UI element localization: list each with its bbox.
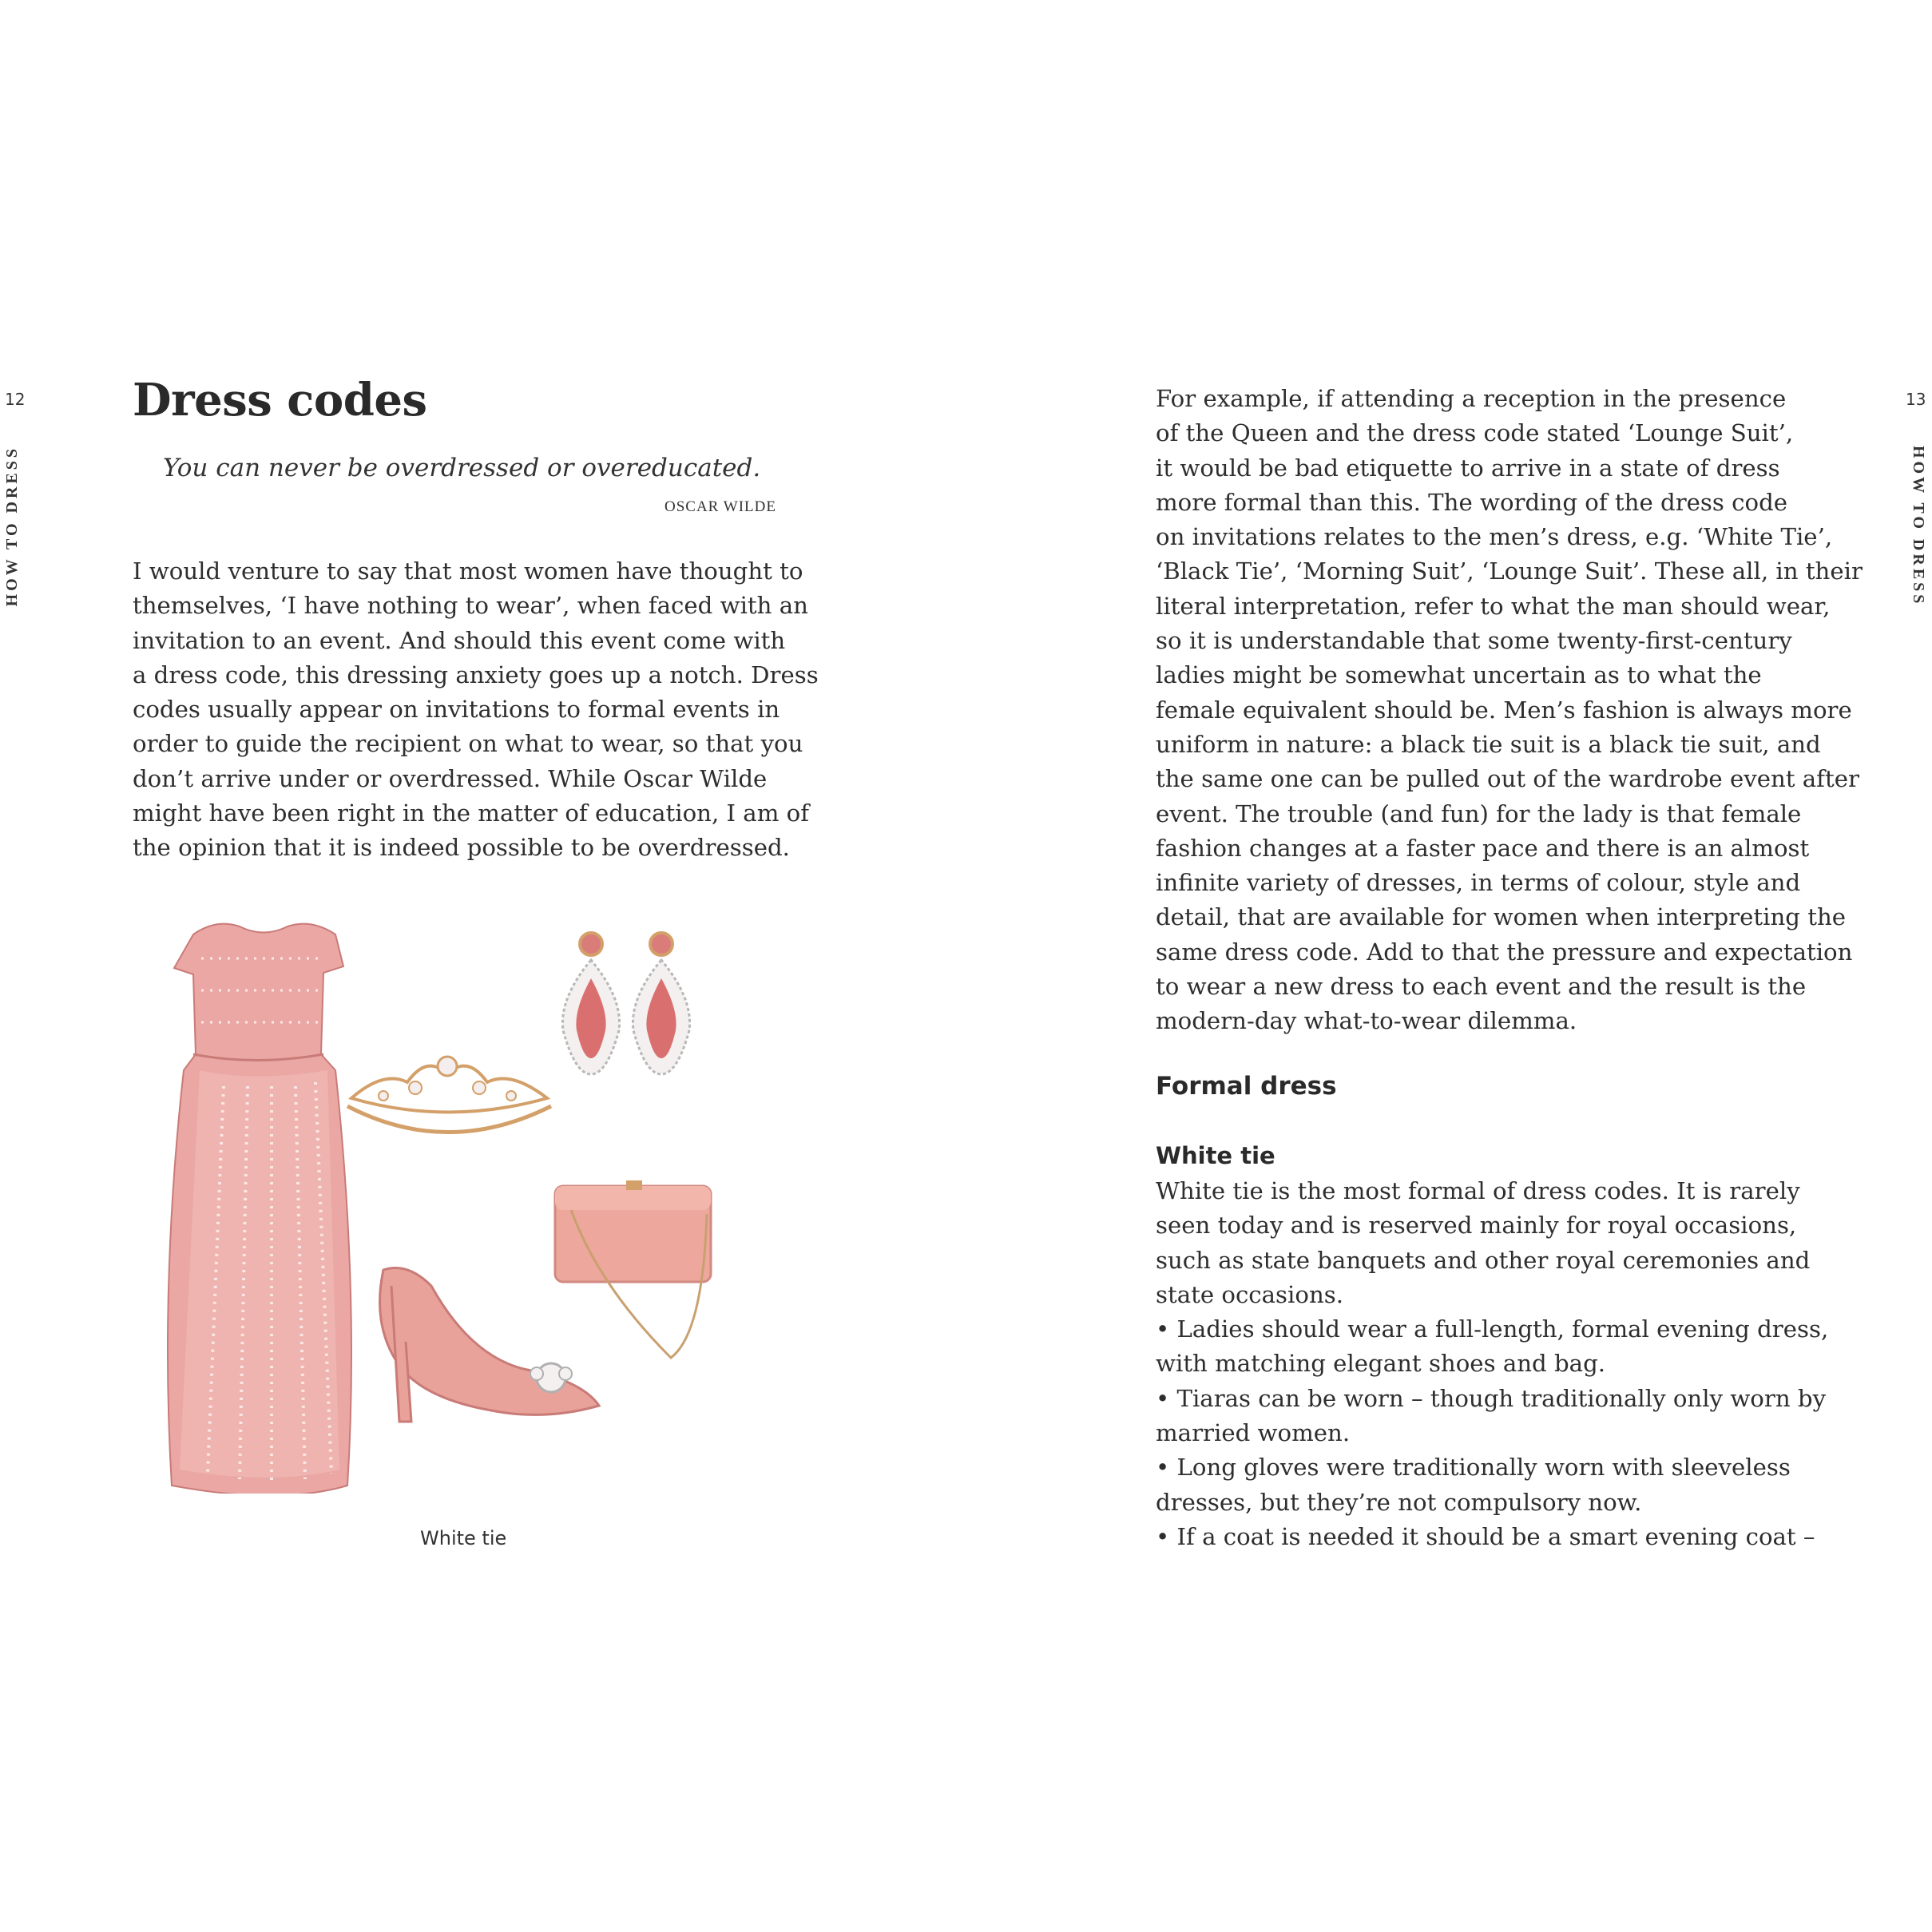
body-line: a dress code, this dressing anxiety goes up a notch. Dress	[133, 661, 819, 688]
clutch-illustration	[555, 1180, 711, 1358]
white-tie-paragraph	[1156, 1174, 1828, 1554]
body-line: so it is understandable that some twenty-first-century	[1156, 627, 1792, 655]
body-line: of the Queen and the dress code stated ‘Lounge Suit’,	[1156, 419, 1794, 447]
body-line: I would venture to say that most women have thought to	[133, 557, 803, 585]
white-tie-illustration	[152, 910, 727, 1494]
epigraph-attribution: OSCAR WILDE	[664, 498, 776, 515]
left-page-number: 12	[5, 390, 26, 409]
body-line: ‘Black Tie’, ‘Morning Suit’, ‘Lounge Suit’. These all, in their	[1156, 557, 1863, 585]
body-line: female equivalent should be. Men’s fashion is always more	[1156, 696, 1852, 724]
body-line: on invitations relates to the men’s dress, e.g. ‘White Tie’,	[1156, 523, 1833, 551]
body-line: For example, if attending a reception in the presence	[1156, 385, 1787, 412]
earrings-illustration	[562, 933, 689, 1074]
body-line: more formal than this. The wording of the dress code	[1156, 488, 1788, 516]
body-line: married women.	[1156, 1419, 1351, 1447]
illustration-caption: White tie	[420, 1527, 507, 1549]
tiara-illustration	[347, 1057, 551, 1133]
body-line: don’t arrive under or overdressed. While Oscar Wilde	[133, 764, 768, 792]
body-line: dresses, but they’re not compulsory now.	[1156, 1488, 1642, 1516]
bullet-line: • Tiaras can be worn – though traditionally only worn by	[1156, 1384, 1827, 1412]
body-line: event. The trouble (and fun) for the lady is that female	[1156, 799, 1802, 827]
body-line: codes usually appear on invitations to formal events in	[133, 696, 780, 724]
body-line: order to guide the recipient on what to wear, so that you	[133, 730, 803, 758]
dress-illustration	[168, 924, 351, 1494]
body-line: modern-day what-to-wear dilemma.	[1156, 1007, 1577, 1035]
body-line: seen today and is reserved mainly for royal occasions,	[1156, 1212, 1797, 1240]
body-line: the opinion that it is indeed possible to be overdressed.	[133, 834, 790, 862]
body-line: might have been right in the matter of education, I am of	[133, 799, 810, 827]
body-line: ladies might be somewhat uncertain as to what the	[1156, 661, 1762, 689]
body-line: White tie is the most formal of dress codes. It is rarely	[1156, 1177, 1800, 1204]
body-line: state occasions.	[1156, 1280, 1343, 1308]
left-body-paragraph	[133, 554, 819, 866]
body-line: invitation to an event. And should this event come with	[133, 626, 786, 654]
body-line: infinite variety of dresses, in terms of colour, style and	[1156, 869, 1801, 897]
page-heading: Dress codes	[133, 374, 427, 426]
body-line: the same one can be pulled out of the wardrobe event after	[1156, 765, 1859, 793]
body-line: to wear a new dress to each event and the result is the	[1156, 973, 1807, 1001]
left-running-head: HOW TO DRESS	[3, 446, 21, 607]
body-line: detail, that are available for women when interpreting the	[1156, 903, 1847, 931]
right-page-number: 13	[1906, 390, 1926, 409]
right-running-head: HOW TO DRESS	[1910, 446, 1927, 607]
body-line: literal interpretation, refer to what the man should wear,	[1156, 592, 1831, 620]
bullet-line: • Long gloves were traditionally worn with sleeveless	[1156, 1454, 1791, 1482]
body-line: same dress code. Add to that the pressure and expectation	[1156, 938, 1853, 966]
section-heading: Formal dress	[1156, 1072, 1337, 1101]
shoe-illustration	[380, 1268, 600, 1422]
right-intro-paragraph	[1156, 382, 1863, 1039]
subsection-heading: White tie	[1156, 1142, 1275, 1169]
body-line: with matching elegant shoes and bag.	[1156, 1350, 1606, 1378]
body-line: themselves, ‘I have nothing to wear’, when faced with an	[133, 592, 808, 620]
body-line: fashion changes at a faster pace and there is an almost	[1156, 834, 1810, 862]
body-line: it would be bad etiquette to arrive in a state of dress	[1156, 454, 1780, 482]
body-line: uniform in nature: a black tie suit is a black tie suit, and	[1156, 730, 1821, 758]
bullet-line: • Ladies should wear a full-length, formal evening dress,	[1156, 1315, 1829, 1343]
epigraph-quote: You can never be overdressed or overeducated.	[163, 454, 761, 482]
bullet-line: • If a coat is needed it should be a smart evening coat –	[1156, 1522, 1815, 1550]
body-line: such as state banquets and other royal ceremonies and	[1156, 1246, 1811, 1274]
